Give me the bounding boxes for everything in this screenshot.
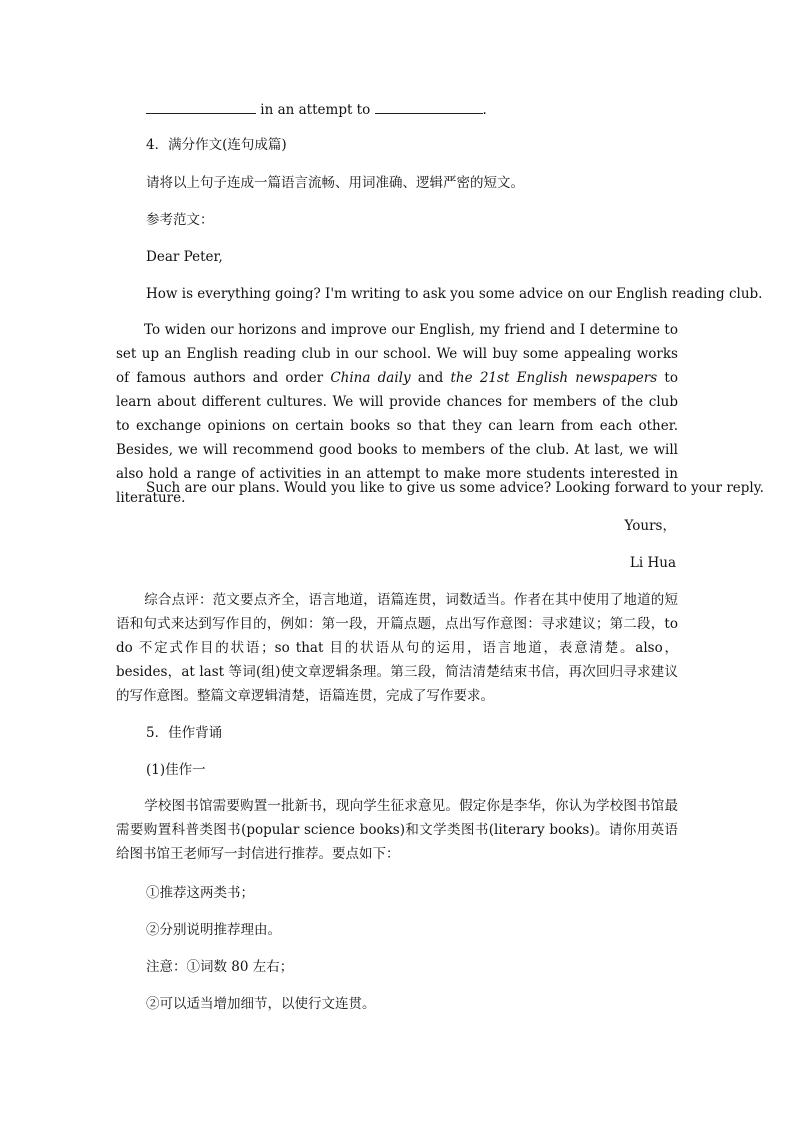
fill-line-punct: . (482, 102, 487, 118)
section-5-sub: (1)佳作一 (146, 762, 206, 778)
letter-signature: Li Hua (629, 555, 676, 571)
point-1: ①推荐这两类书； (146, 885, 254, 901)
p2-text-a: To widen our horizons and improve our English, my friend and I determine to set up an English reading club in our school. We will buy some appealing works of famous authors and order (116, 322, 678, 386)
section-5-heading: 5．佳作背诵 (146, 725, 223, 741)
comment-text: 综合点评：范文要点齐全，语言地道，语篇连贯，词数适当。作者在其中使用了地道的短语和句式来达到写作目的，例如：第一段，开篇点题，点出写作意图：寻求建议；第二段，to do 不定式作目的状语；so that 目的状语从句的运用，语言地道，表意清楚。also，besides，at last 等词(组)使文章逻辑条理。第三段，简洁清楚结束书信，再次回归寻求建议的写作意图。整篇文章逻辑清楚，语篇连贯，完成了写作要求。 (116, 592, 678, 704)
reference-label: 参考范文： (146, 212, 214, 228)
letter-closing: Yours， (624, 518, 676, 534)
letter-salutation: Dear Peter, (146, 249, 223, 265)
answer-blank-2[interactable] (375, 100, 483, 114)
note-1: 注意：①词数 80 左右； (146, 959, 294, 975)
p2-italic-newspaper-1: China daily (330, 370, 411, 386)
p2-text-c: to learn about different cultures. We will provide chances for members of the club to exchange opinions on certain books so that they can learn from each other. Besides, we will recommend good books to members of the club. At last, we will also hold a range of activities in an attempt to make more students interested in literature. (116, 370, 678, 506)
letter-paragraph-1: How is everything going? I'm writing to ask you some advice on our English reading club. (146, 286, 763, 302)
p2-text-b: and (410, 370, 451, 386)
section-4-heading: 4．满分作文(连句成篇) (146, 137, 287, 153)
section-4-instruction: 请将以上句子连成一篇语言流畅、用词准确、逻辑严密的短文。 (146, 175, 524, 191)
fill-line-text: in an attempt to (260, 102, 371, 118)
answer-blank-1[interactable] (146, 100, 256, 114)
task-prompt-text: 学校图书馆需要购置一批新书，现向学生征求意见。假定你是李华，你认为学校图书馆最需要购置科普类图书(popular science books)和文学类图书(literary books)。请你用英语给图书馆王老师写一封信进行推荐。要点如下： (116, 798, 678, 862)
task-prompt (116, 794, 678, 866)
p2-italic-newspaper-2: the 21st English newspapers (450, 370, 658, 386)
letter-paragraph-3: Such are our plans. Would you like to give us some advice? Looking forward to your reply. (146, 480, 764, 496)
fill-in-line (146, 100, 487, 119)
comment-paragraph (116, 588, 678, 708)
note-2: ②可以适当增加细节，以使行文连贯。 (146, 996, 376, 1012)
point-2: ②分别说明推荐理由。 (146, 922, 281, 938)
